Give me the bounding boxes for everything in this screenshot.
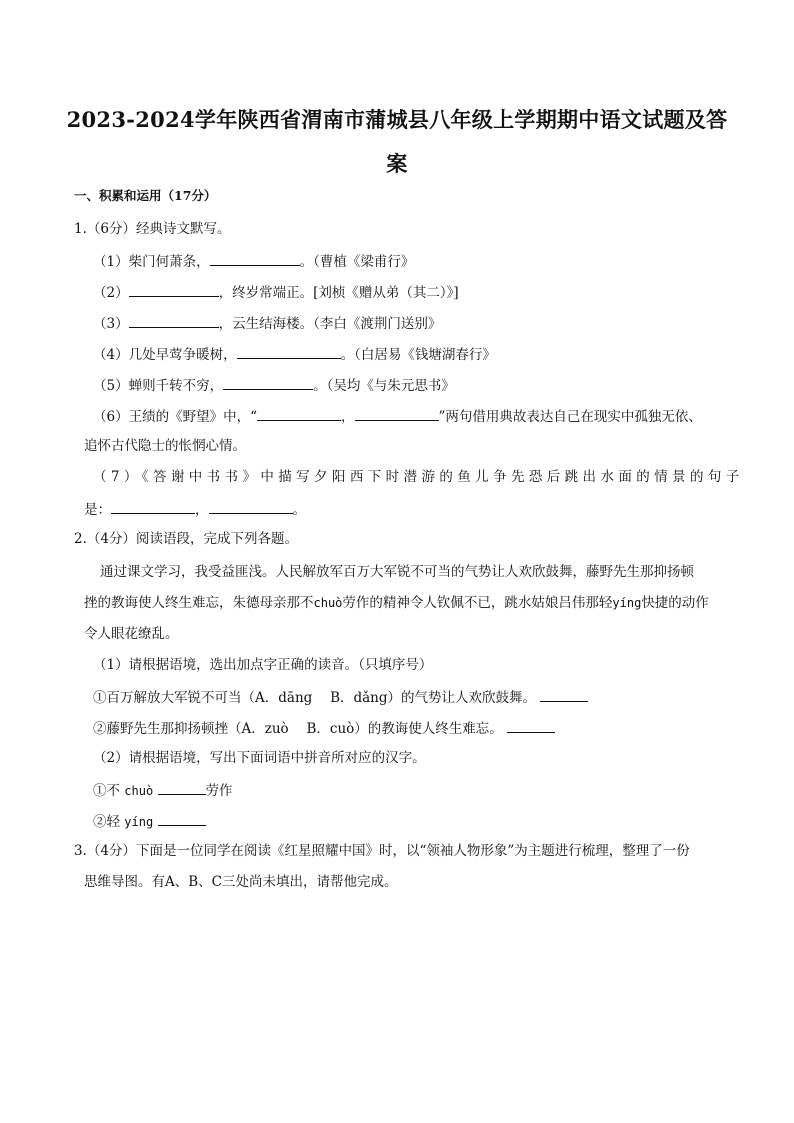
q3-line-2: 思维导图。有A、B、C三处尚未填出，请帮他完成。 <box>84 874 398 890</box>
q1-item-6-cont: 追怀古代隐士的怅惘心情。 <box>84 438 246 454</box>
q1-heading: 1.（6分）经典诗文默写。 <box>74 221 231 237</box>
answer-blank[interactable] <box>129 313 219 328</box>
q1-item-5: （5）蝉则千转不穷， 。（吴均《与朱元思书》 <box>93 375 455 395</box>
q2-paragraph-line-2: 挫的教诲使人终生难忘，朱德母亲那不chuò劳作的精神令人钦佩不已，跳水姑娘吕伟那轻yíng快捷的动作 <box>84 595 709 611</box>
q1-item-7: （7）《答谢中书书》中描写夕阳西下时潜游的鱼儿争先恐后跳出水面的情景的句子 <box>93 469 744 485</box>
title-line-1: 2023-2024学年陕西省渭南市蒲城县八年级上学期期中语文试题及答 <box>66 107 728 132</box>
q1-item-2: （2） ，终岁常端正。[刘桢《赠从弟（其二）》] <box>93 282 459 302</box>
q2-sub-1-a: ①百万解放大军锐不可当（A．dāng B．dǎng）的气势让人欢欣鼓舞。 <box>93 687 588 707</box>
q2-sub-2-a: ①不 chuò 劳作 <box>93 780 233 800</box>
section-heading: 一、积累和运用（17分） <box>74 188 217 203</box>
answer-blank[interactable] <box>209 499 293 514</box>
q1-item-1: （1）柴门何萧条， 。（曹植《梁甫行》 <box>93 251 414 271</box>
answer-blank[interactable] <box>355 406 439 421</box>
q3-line-1: 3.（4分）下面是一位同学在阅读《红星照耀中国》时，以“领袖人物形象”为主题进行梳理，整理了一份 <box>74 843 690 859</box>
q1-item-7-cont: 是： ， 。 <box>84 499 306 519</box>
q2-heading: 2.（4分）阅读语段，完成下列各题。 <box>74 531 298 547</box>
q2-sub-1: （1）请根据语境，选出加点字正确的读音。（只填序号） <box>93 657 433 673</box>
answer-blank[interactable] <box>158 780 206 795</box>
q2-sub-2-b: ②轻 yíng <box>93 811 206 831</box>
document-title <box>60 98 734 186</box>
answer-blank[interactable] <box>507 718 555 733</box>
q1-item-3: （3） ，云生结海楼。（李白《渡荆门送别》 <box>93 313 441 333</box>
q2-sub-1-b: ②藤野先生那抑扬顿挫（A．zuò B．cuò）的教诲使人终生难忘。 <box>93 718 555 738</box>
q2-paragraph-line-1: 通过课文学习，我受益匪浅。人民解放军百万大军锐不可当的气势让人欢欣鼓舞，藤野先生那抑扬顿 <box>100 564 694 580</box>
answer-blank[interactable] <box>540 687 588 702</box>
q1-item-6: （6）王绩的《野望》中，“ ， ”两句借用典故表达自己在现实中孤独无依、 <box>93 406 702 426</box>
answer-blank[interactable] <box>129 282 219 297</box>
q2-sub-2: （2）请根据语境，写出下面词语中拼音所对应的汉字。 <box>93 750 426 766</box>
q1-item-4: （4）几处早莺争暖树， 。（白居易《钱塘湖春行》 <box>93 344 496 364</box>
answer-blank[interactable] <box>257 406 341 421</box>
title-line-2: 案 <box>386 151 408 176</box>
q2-paragraph-line-3: 令人眼花缭乱。 <box>84 626 179 642</box>
answer-blank[interactable] <box>237 344 341 359</box>
answer-blank[interactable] <box>210 251 300 266</box>
answer-blank[interactable] <box>158 811 206 826</box>
answer-blank[interactable] <box>111 499 195 514</box>
answer-blank[interactable] <box>223 375 313 390</box>
